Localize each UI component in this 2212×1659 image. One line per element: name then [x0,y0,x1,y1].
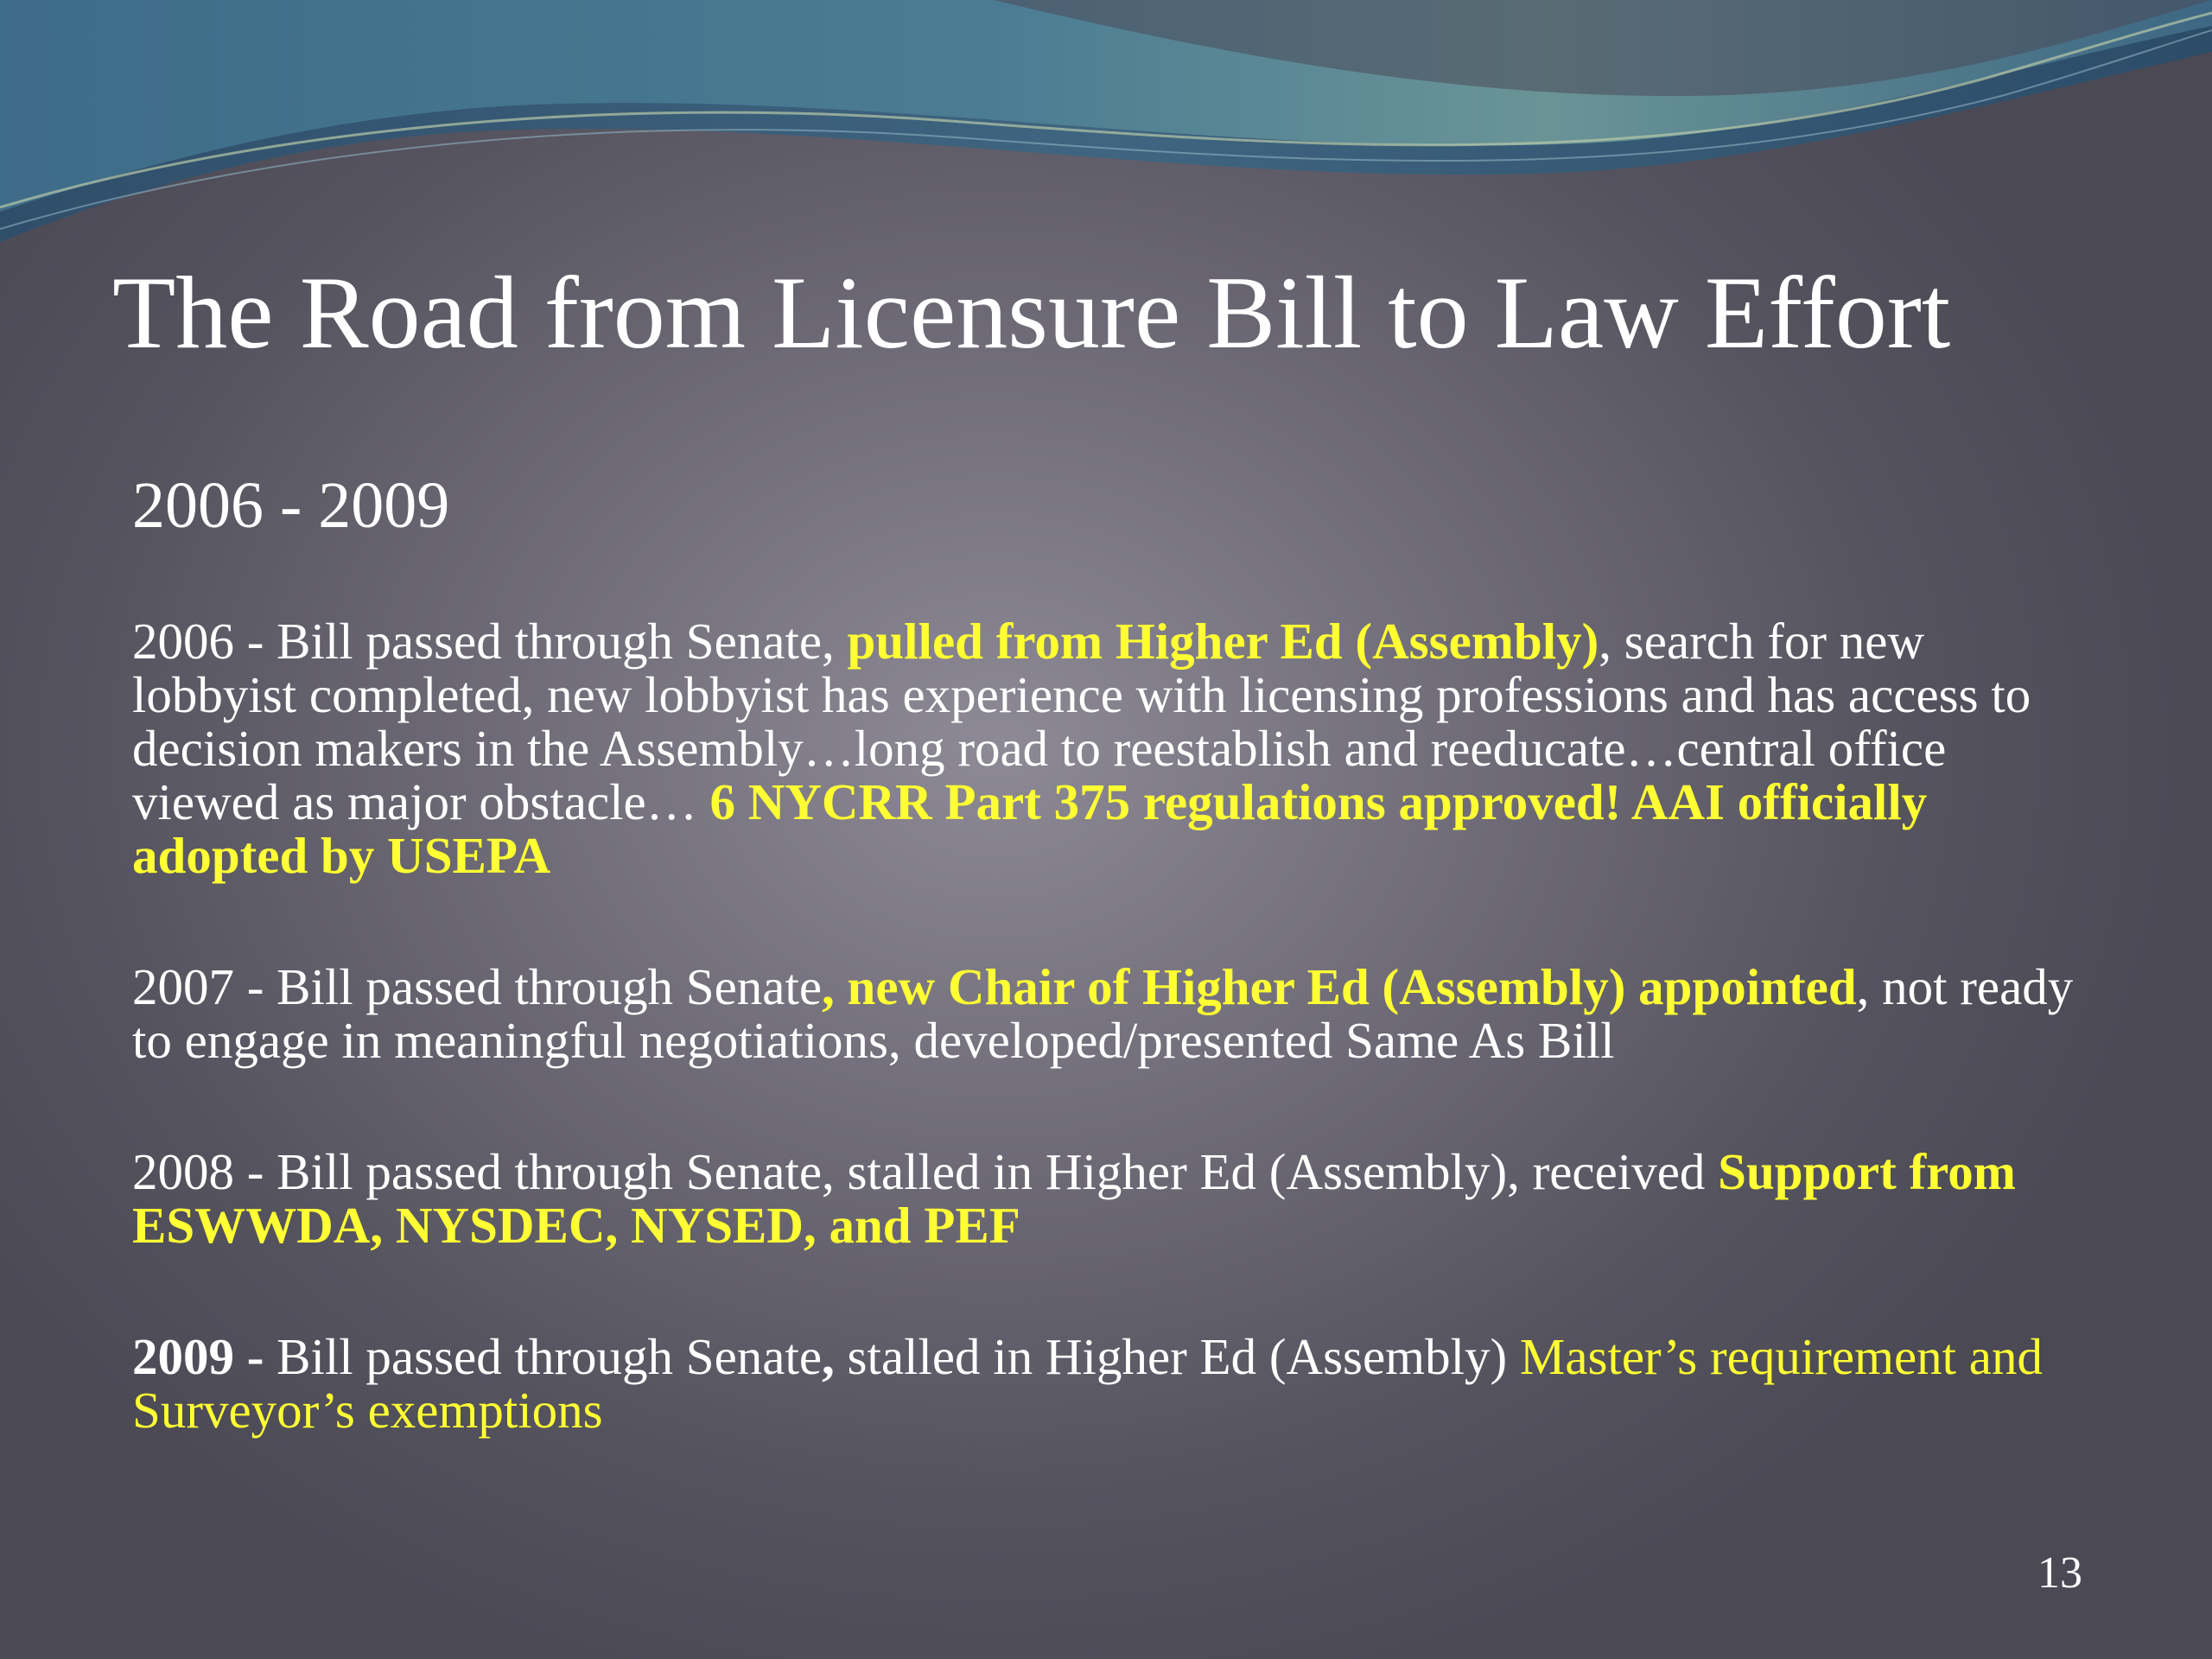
entry-2009-comma: , [822,1328,835,1386]
slide-title: The Road from Licensure Bill to Law Effort [112,255,1951,370]
entry-2007-highlight: , new Chair of Higher Ed (Assembly) appointed [822,958,1857,1016]
entry-2009-highlight: Master’s requirement and Surveyor’s exemptions [132,1328,2043,1440]
entry-2009-year: 2009 - [132,1328,277,1386]
entry-2009 [132,1328,2085,1440]
entry-2008-text: 2008 - Bill passed through Senate, stalled in Higher Ed (Assembly), received [132,1143,1719,1201]
entry-2007-text-cont: , not ready to engage in meaningful negotiations, developed/presented Same As Bill [132,958,2074,1070]
entry-2006-text: 2006 - Bill passed through Senate, [132,613,848,671]
entry-2008 [132,1143,2085,1255]
entry-2008-highlight: Support from ESWWDA, NYSDEC, NYSED, and PEF [132,1143,2016,1255]
entry-2006-highlight: pulled from Higher Ed (Assembly) [847,613,1599,671]
page-number: 13 [2037,1548,2082,1598]
entry-2009-text-cont: stalled in Higher Ed (Assembly) [834,1328,1520,1386]
entry-2006-text-cont: , search for new lobbyist completed, new lobbyist has experience with licensing professions and has access to decision makers in the Assembly…long road to reestablish and reeducate…central office viewed as major obstacle… [132,613,2031,831]
decorative-wave-banner [0,0,2212,259]
year-range-heading: 2006 - 2009 [132,469,450,542]
entry-2006 [132,613,2085,885]
entry-2007 [132,958,2085,1070]
entry-2009-text: Bill passed through Senate [276,1328,823,1386]
entry-2007-text: 2007 - Bill passed through Senate [132,958,823,1016]
slide-content [132,467,2085,1515]
entry-2006-highlight-2: 6 NYCRR Part 375 regulations approved! AAI officially adopted by USEPA [132,773,1928,885]
